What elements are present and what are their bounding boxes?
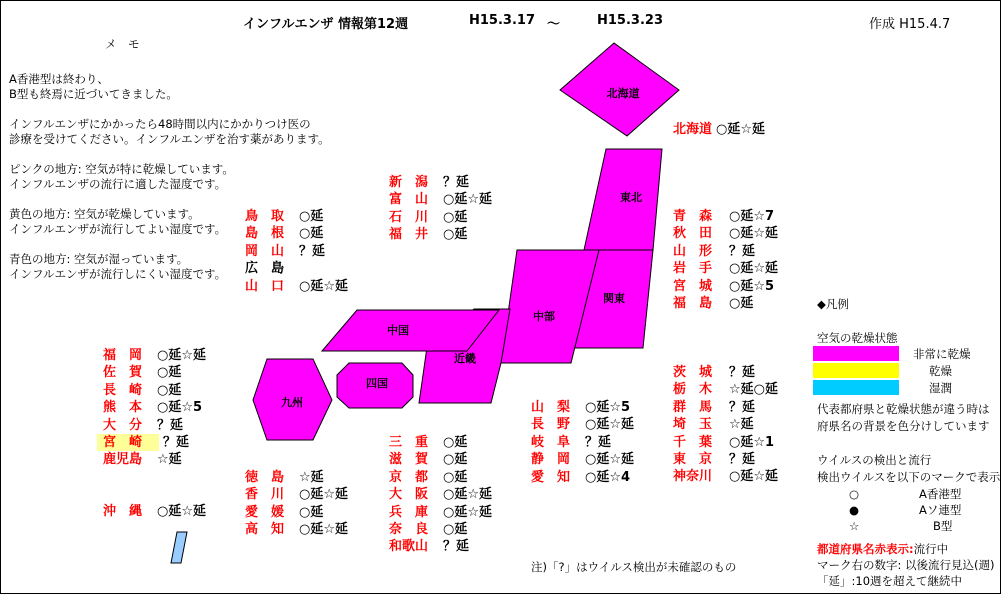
pref-status: ○延☆延: [299, 278, 348, 294]
pref-status: ？延: [729, 399, 756, 415]
pref-name: 静 岡: [531, 452, 571, 468]
memo-line: インフルエンザにかかったら48時間以内にかかりつけ医の: [9, 117, 311, 131]
pref-row: [103, 417, 206, 434]
pref-name: 福 井: [389, 227, 429, 243]
pref-row: [245, 243, 348, 260]
pref-status: ○延☆5: [729, 278, 775, 294]
pref-name: 鳥 取: [245, 209, 285, 224]
legend-very-dry-label: 非常に乾燥: [913, 347, 971, 361]
legend-en-note: 「延」:10週を超えて継続中: [817, 574, 963, 588]
pref-row: [245, 225, 348, 242]
pref-name: 神奈川: [673, 469, 713, 485]
pref-name: 三 重: [389, 435, 429, 450]
pref-status: ○延☆延: [443, 192, 492, 208]
pref-name: 宮 崎: [97, 434, 159, 451]
okinawa-island: [171, 532, 187, 563]
pref-status: ○延☆延: [299, 487, 348, 503]
pref-status: ○延: [443, 452, 468, 468]
pref-status: ○延☆延: [729, 226, 778, 242]
pref-name: 山 口: [245, 278, 285, 294]
pref-name: 島 根: [245, 226, 285, 242]
pref-name: 福 岡: [103, 348, 143, 363]
memo-line: インフルエンザが流行しにくい湿度です。: [9, 267, 227, 281]
pref-name: 埼 玉: [673, 417, 713, 433]
pref-list-hokkaido: [673, 122, 765, 138]
region-label-hokkaido: 北海道: [606, 87, 640, 100]
pref-status: ○延☆5: [585, 400, 631, 415]
pref-name: 山 形: [673, 243, 713, 259]
pref-status: ○延: [299, 209, 324, 224]
legend-virus-title: ウイルスの検出と流行: [817, 453, 932, 467]
pref-row: [103, 504, 206, 520]
pref-status: ○延: [443, 227, 468, 243]
pref-status: ？延: [729, 365, 756, 380]
star-icon: ☆: [849, 519, 860, 533]
memo-line: 診療を受けてください。インフルエンザを治す薬があります。: [9, 132, 330, 146]
pref-list-chubu-hokuriku: [389, 174, 492, 244]
pref-name: 沖 縄: [103, 504, 143, 519]
pref-row: [673, 364, 778, 381]
pref-name: 新 潟: [389, 175, 429, 190]
pref-name: 兵 庫: [389, 504, 429, 520]
pref-status: ○延☆延: [729, 261, 778, 277]
pref-row: [389, 538, 492, 555]
pref-name: 青 森: [673, 209, 713, 224]
legend-air-title: 空気の乾燥状態: [817, 331, 898, 345]
pref-row: [103, 399, 206, 416]
region-label-chugoku: 中国: [387, 324, 409, 337]
pref-status: ○延: [299, 226, 324, 242]
pref-row: [389, 469, 492, 486]
pref-name: 岡 山: [245, 243, 285, 259]
pref-row: [245, 521, 348, 538]
pref-row: [245, 486, 348, 503]
pref-status: ？延: [299, 243, 326, 259]
pref-row: [673, 243, 778, 260]
pref-row: [673, 381, 778, 398]
memo-line: B型も終焉に近づいてきました。: [9, 87, 178, 101]
pref-row: [389, 209, 492, 226]
pref-name: 岩 手: [673, 261, 713, 277]
pref-name: 香 川: [245, 487, 285, 503]
pref-name: 群 馬: [673, 399, 713, 415]
pref-name: 石 川: [389, 209, 429, 225]
pref-row: [673, 278, 778, 295]
created-date: 作成 H15.4.7: [869, 17, 951, 32]
pref-row: [389, 174, 492, 191]
pref-status: ○延☆7: [729, 209, 775, 224]
pref-status: ☆延: [157, 452, 182, 468]
memo-line: ピンクの地方: 空気が特に乾燥しています。: [9, 162, 234, 176]
pref-row: [673, 225, 778, 242]
pref-status: ○延☆延: [443, 504, 492, 520]
pref-row: [245, 278, 348, 295]
pref-row: [531, 451, 634, 468]
footnote: 注)「?」はウイルス検出が未確認のもの: [531, 560, 737, 574]
pref-row: [245, 504, 348, 521]
report-title: インフルエンザ 情報第12週: [243, 17, 409, 32]
pref-status: ○延☆延: [729, 469, 778, 485]
pref-name: 大 分: [103, 417, 143, 433]
pref-row: [389, 434, 492, 451]
legend-red-text: 流行中: [913, 542, 949, 556]
memo-line: インフルエンザが流行してよい湿度です。: [9, 222, 227, 236]
pref-status: ○延: [157, 365, 182, 381]
pref-name: 茨 城: [673, 365, 713, 380]
pref-name: 高 知: [245, 522, 285, 538]
pref-row: [531, 416, 634, 433]
pref-name: 福 島: [673, 296, 713, 312]
circle-open-icon: ○: [849, 487, 860, 501]
pref-row: [245, 260, 348, 277]
pref-list-kanto: [673, 364, 778, 486]
date-from: H15.3.17: [469, 13, 535, 28]
pref-status: ○延☆延: [585, 452, 634, 468]
region-label-tohoku: 東北: [620, 191, 642, 204]
pref-status: ○延☆延: [443, 487, 492, 503]
pref-name: 愛 知: [531, 469, 571, 485]
pref-status: ？延: [729, 452, 756, 468]
swatch-very-dry: [813, 346, 899, 361]
pref-name: 宮 城: [673, 278, 713, 294]
pref-status: ○延: [443, 522, 468, 538]
legend-title: ◆凡例: [817, 297, 849, 311]
pref-status: ○延: [443, 209, 468, 225]
pref-name: 秋 田: [673, 226, 713, 242]
pref-status: ○延☆延: [716, 122, 766, 137]
pref-row: [389, 226, 492, 243]
pref-name: 長 野: [531, 417, 571, 433]
pref-name: 熊 本: [103, 400, 143, 416]
legend-red-label: 都道府県名赤表示:: [817, 542, 914, 556]
pref-name: 長 崎: [103, 382, 143, 398]
pref-status: ○延: [299, 504, 324, 520]
pref-status: ☆延: [299, 470, 324, 485]
pref-name: 滋 賀: [389, 452, 429, 468]
pref-name: 北海道: [673, 122, 713, 137]
pref-name: 岐 阜: [531, 434, 571, 450]
pref-list-chubu-central: [531, 399, 634, 486]
pref-name: 栃 木: [673, 382, 713, 398]
pref-name: 鹿児島: [103, 452, 143, 468]
legend-note-2: 府県名の背景を色分けしています: [817, 419, 990, 433]
pref-row: [673, 208, 778, 225]
pref-row: [389, 486, 492, 503]
pref-name: 広 島: [245, 261, 285, 277]
pref-name: 和歌山: [389, 539, 429, 555]
pref-status: ○延☆1: [729, 434, 775, 450]
pref-status: ？延: [443, 539, 470, 555]
pref-row: [531, 399, 634, 416]
date-to: H15.3.23: [597, 13, 663, 28]
legend-number-note: マーク右の数字: 以後流行見込(週): [817, 558, 995, 572]
legend-dry-label: 乾燥: [929, 364, 952, 378]
circle-filled-icon: ●: [849, 503, 860, 517]
pref-row: [103, 364, 206, 381]
legend-red-line: [817, 542, 948, 557]
pref-row: [673, 295, 778, 312]
pref-row: [673, 468, 778, 485]
pref-status: ○延☆延: [585, 417, 634, 433]
pref-row: [389, 504, 492, 521]
pref-status: ○延☆延: [157, 504, 206, 519]
pref-name: 奈 良: [389, 522, 429, 538]
swatch-dry: [813, 363, 899, 378]
pref-list-kyushu: [103, 347, 206, 469]
pref-name: 千 葉: [673, 434, 713, 450]
pref-status: ☆延○延: [729, 382, 778, 398]
region-label-kinki: 近畿: [454, 352, 476, 365]
pref-status: ○延☆5: [157, 400, 203, 416]
pref-status: ？延: [157, 417, 184, 433]
pref-status: ？延: [729, 243, 756, 259]
pref-row: [673, 260, 778, 277]
pref-status: ○延: [157, 382, 182, 398]
pref-row: [245, 469, 348, 486]
memo-line: 青色の地方: 空気が湿っています。: [9, 252, 189, 266]
pref-name: 東 京: [673, 452, 713, 468]
pref-row: [531, 434, 634, 451]
pref-name: 京 都: [389, 469, 429, 485]
legend-virus-b: B型: [933, 519, 953, 533]
pref-row: [103, 434, 206, 451]
pref-list-shikoku: [245, 469, 348, 539]
legend-humid-label: 湿潤: [929, 381, 952, 395]
pref-name: 山 梨: [531, 400, 571, 415]
pref-status: ○延☆延: [299, 522, 348, 538]
pref-row: [389, 191, 492, 208]
pref-list-chugoku: [245, 208, 348, 295]
date-tilde: ～: [547, 17, 561, 32]
pref-row: [673, 451, 778, 468]
pref-status: ○延: [729, 296, 754, 312]
pref-list-tohoku: [673, 208, 778, 312]
pref-row: [673, 434, 778, 451]
pref-name: 徳 島: [245, 470, 285, 485]
pref-status: ○延: [443, 469, 468, 485]
region-label-shikoku: 四国: [366, 377, 388, 390]
legend-virus-intro: 検出ウイルスを以下のマークで表示: [817, 470, 1001, 484]
pref-row: [103, 347, 206, 364]
pref-row: [673, 122, 765, 138]
memo-line: A香港型は終わり、: [9, 72, 109, 86]
pref-row: [673, 416, 778, 433]
pref-row: [103, 451, 206, 468]
region-label-chubu: 中部: [533, 310, 555, 323]
pref-status: ？延: [585, 434, 612, 450]
memo-title: メ モ: [105, 37, 140, 51]
pref-name: 大 阪: [389, 487, 429, 503]
pref-row: [103, 382, 206, 399]
pref-row: [673, 399, 778, 416]
legend-virus-a-hk: A香港型: [919, 487, 962, 501]
pref-row: [389, 521, 492, 538]
pref-name: 佐 賀: [103, 365, 143, 381]
pref-row: [531, 469, 634, 486]
memo-line: インフルエンザの流行に適した湿度です。: [9, 177, 227, 191]
memo-line: 黄色の地方: 空気が乾燥しています。: [9, 207, 200, 221]
pref-name: 愛 媛: [245, 504, 285, 520]
pref-list-okinawa: [103, 504, 206, 520]
pref-list-kinki: [389, 434, 492, 556]
pref-status: ○延☆延: [157, 348, 206, 363]
pref-status: ○延☆4: [585, 469, 631, 485]
pref-status: ☆延: [729, 417, 754, 433]
pref-row: [389, 451, 492, 468]
legend-virus-a-soviet: Aソ連型: [919, 503, 962, 517]
legend-note-1: 代表都府県と乾燥状態が違う時は: [817, 402, 990, 416]
pref-status: ？延: [443, 175, 470, 190]
pref-status: ？延: [163, 435, 190, 451]
pref-row: [245, 208, 348, 225]
pref-status: ○延: [443, 435, 468, 450]
swatch-humid: [813, 380, 899, 395]
region-label-kyushu: 九州: [281, 396, 303, 409]
pref-name: 富 山: [389, 192, 429, 208]
region-label-kanto: 関東: [603, 292, 625, 305]
